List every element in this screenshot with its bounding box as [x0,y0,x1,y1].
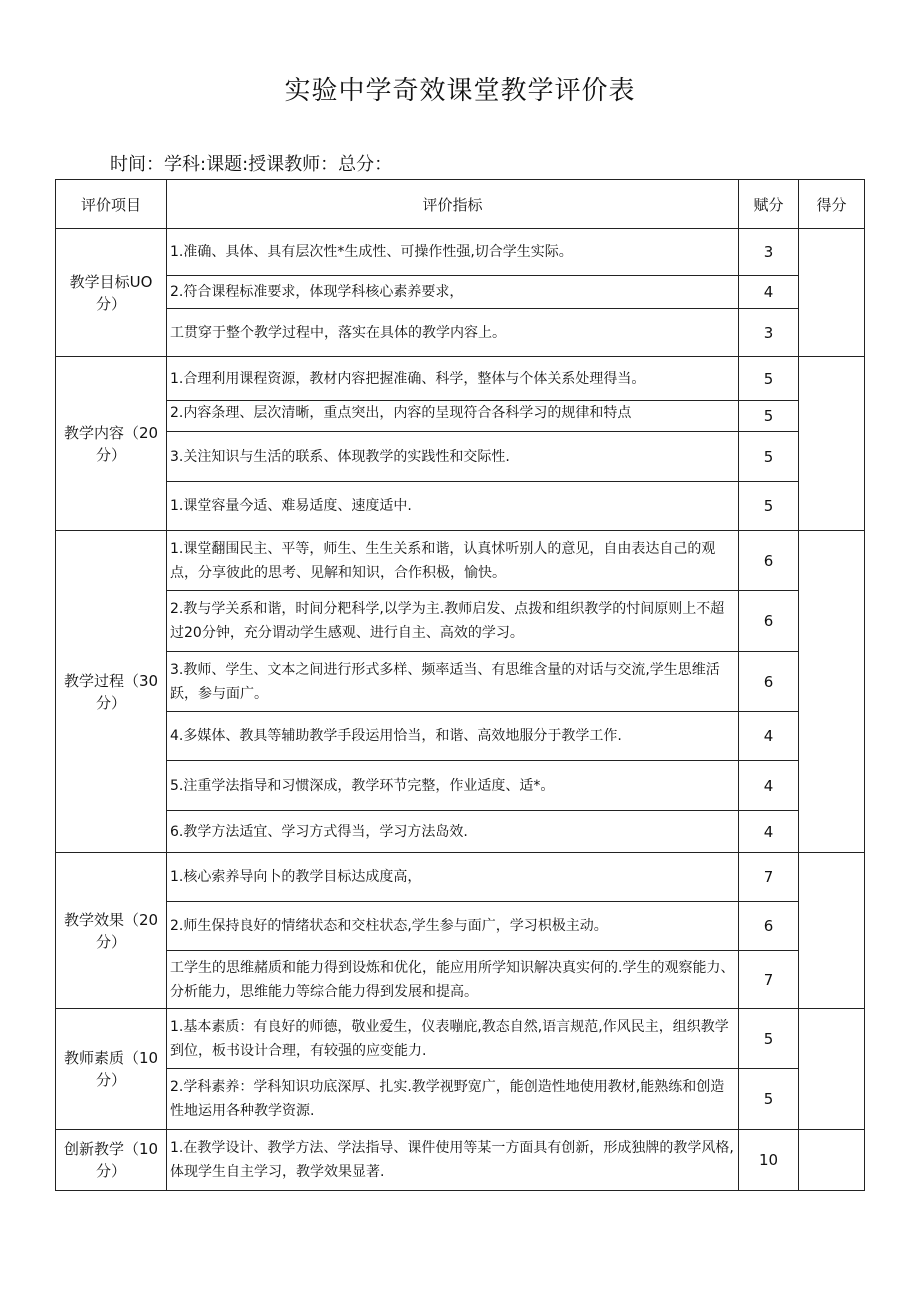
header-item: 评价项目 [56,180,167,228]
indicator-text: 1.课堂容量今适、难易适度、速度适中. [167,482,739,530]
points-value: 4 [763,776,774,795]
score-cell[interactable] [799,1009,864,1129]
points-value: 5 [763,407,774,425]
points-value: 3 [763,323,774,342]
header-score: 得分 [816,195,847,214]
points-value: 6 [763,612,774,630]
meta-line: 时间：学科:课题:授课教师：总分： [110,154,393,175]
table-row [167,309,798,356]
score-cell[interactable] [799,229,864,356]
points-value: 7 [763,970,774,989]
header-indicator: 评价指标 [167,180,739,228]
indicator-text: 3.关注知识与生活的联系、体现教学的实践性和交际性. [167,432,739,481]
section-label: 创新教学（10分） [56,1130,167,1190]
indicator-text: 2.师生保持良好的情绪状态和交柱状态,学生参与面广，学习枳极主动。 [167,902,739,950]
points-value: 5 [763,447,774,466]
table-row [167,357,798,401]
table-row [167,902,798,951]
table-row [167,1130,798,1190]
table-row [167,276,798,309]
table-row [167,811,798,852]
section-teaching-content [56,357,864,531]
points-value: 4 [763,283,774,301]
table-row [167,531,798,591]
table-row [167,591,798,652]
score-cell[interactable] [799,357,864,530]
indicator-text: 1.核心索养导向卜的教学目标达成度高， [167,853,739,901]
page-title: 实验中学奇效课堂教学评价表 [284,76,636,106]
indicator-text: 工学生的思维赭质和能力得到设炼和优化，能应用所学知识解决真实何的.学生的观察能力、分析能力，思维能力等综合能力得到发展和提高。 [167,951,739,1008]
section-label: 教师素质（10分） [56,1009,167,1129]
points-value: 5 [763,369,774,388]
section-label: 教学目标UO分） [56,229,167,356]
table-row [167,652,798,712]
table-row [167,951,798,1008]
points-value: 5 [763,1029,774,1048]
section-teacher-quality [56,1009,864,1130]
evaluation-table [55,179,865,1191]
section-label: 教学效果（20分） [56,853,167,1008]
table-row [167,712,798,761]
indicator-text: 2.教与学关系和谐，时间分粑科学,以学为主.教师启发、点拨和组织教学的忖间原则上不超过20分钟，充分谓动学生感观、进行自主、高效的学习。 [167,591,739,651]
indicator-text: 1.基本素质：有良好的师德，敬业爱生，仪表嘣庇,教态自然,语言规范,作风民主，组织教学到位，板书设计合理，有较强的应变能力. [167,1009,739,1068]
table-row [167,1009,798,1069]
indicator-text: 2.符合课程标准要求，体现学科核心素养要求， [167,276,739,308]
table-row [167,853,798,902]
points-value: 6 [763,672,774,691]
score-cell[interactable] [799,853,864,1008]
section-teaching-effect [56,853,864,1009]
score-cell[interactable] [799,531,864,852]
table-header [56,180,864,229]
indicator-text: 5.注重学法指导和习惯深成，教学环节完整，作业适度、适*。 [167,761,739,810]
indicator-text: 3.教师、学生、文本之间进行形式多样、频率适当、有思维含量的对话与交流,学生思维活跃，参与面广。 [167,652,739,711]
header-points: 赋分 [739,180,799,228]
table-row [167,401,798,432]
section-label: 教学内容（20分） [56,357,167,530]
table-row [167,229,798,276]
points-value: 4 [763,727,774,745]
indicator-text: 1.合理利用课程资源，教材内容把握准确、科学，整体与个体关系处理得当。 [167,357,739,400]
points-value: 7 [763,868,774,886]
indicator-text: 工贯穿于整个教学过程中，落实在具体的教学内容上。 [167,309,739,356]
section-label: 教学过程（30分） [56,531,167,852]
indicator-text: 4.多媒体、教具等辅助教学手段运用恰当，和谐、高效地服分于教学工作. [167,712,739,760]
points-value: 4 [763,822,774,841]
indicator-text: 2.学科素养：学科知识功底深厚、扎实.教学视野宽广，能创造性地使用教材,能熟练和创造性地运用各种教学资源. [167,1069,739,1129]
table-row [167,1069,798,1129]
indicator-text: 1.准确、具体、具有层次性*生成性、可操作性强,切合学生实际。 [167,229,739,275]
indicator-text: 2.内容条理、层次清晰，重点突出，内容的呈现符合各科学习的规律和特点 [167,401,739,431]
section-innovative-teaching [56,1130,864,1190]
table-row [167,432,798,482]
indicator-text: 1.课堂翻围民主、平等，师生、生生关系和谐，认真怵听别人的意见，自由表达自己的观点，分享彼此的思考、见解和知识，合作积极，愉快。 [167,531,739,590]
points-value: 3 [763,243,774,261]
indicator-text: 6.教学方法适宜、学习方式得当，学习方法岛效. [167,811,739,852]
points-value: 5 [763,1090,774,1108]
indicator-text: 1.在教学设计、教学方法、学法指导、课件使用等某一方面具有创新，形成独牌的教学风格,体现学生自主学习，教学效果显著. [167,1130,739,1190]
points-value: 5 [763,497,774,515]
table-row [167,482,798,530]
points-value: 10 [758,1151,779,1169]
section-teaching-goals [56,229,864,357]
points-value: 6 [763,551,774,570]
score-cell[interactable] [799,1130,864,1190]
section-teaching-process [56,531,864,853]
points-value: 6 [763,917,774,935]
table-row [167,761,798,811]
